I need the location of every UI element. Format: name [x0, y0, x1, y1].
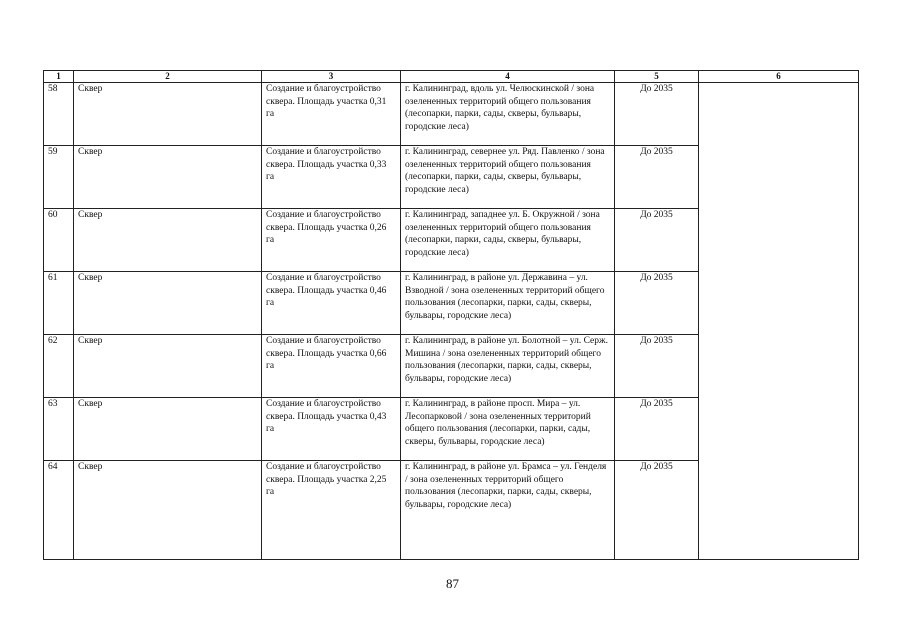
object-action: Создание и благоустройство сквера. Площадь участка 0,46 га	[262, 272, 401, 335]
object-type: Сквер	[74, 146, 262, 209]
object-location: г. Калининград, севернее ул. Ряд. Павленко / зона озелененных территорий общего пользования (лесопарки, парки, сады, скверы, бульвары, городские леса)	[401, 146, 615, 209]
object-action: Создание и благоустройство сквера. Площадь участка 0,43 га	[262, 398, 401, 461]
object-action: Создание и благоустройство сквера. Площадь участка 0,26 га	[262, 209, 401, 272]
header-row	[44, 71, 859, 83]
object-location: г. Калининград, в районе ул. Брамса – ул. Генделя / зона озелененных территорий общего пользования (лесопарки, парки, сады, скверы, бульвары, городские леса)	[401, 461, 615, 560]
object-term: До 2035	[615, 83, 699, 146]
object-location: г. Калининград, в районе ул. Державина – ул. Взводной / зона озелененных территорий общего пользования (лесопарки, парки, сады, скверы, бульвары, городские леса)	[401, 272, 615, 335]
column-6-cell	[699, 83, 859, 560]
col-header-3: 3	[262, 71, 401, 83]
object-term: До 2035	[615, 272, 699, 335]
row-number: 63	[44, 398, 74, 461]
object-action: Создание и благоустройство сквера. Площадь участка 0,66 га	[262, 335, 401, 398]
row-number: 58	[44, 83, 74, 146]
object-action: Создание и благоустройство сквера. Площадь участка 2,25 га	[262, 461, 401, 560]
table-row	[44, 83, 859, 146]
row-number: 64	[44, 461, 74, 560]
col-header-2: 2	[74, 71, 262, 83]
col-header-4: 4	[401, 71, 615, 83]
planning-table	[43, 70, 859, 560]
row-number: 61	[44, 272, 74, 335]
object-term: До 2035	[615, 209, 699, 272]
page-number: 87	[446, 576, 459, 591]
row-number: 60	[44, 209, 74, 272]
object-term: До 2035	[615, 146, 699, 209]
object-type: Сквер	[74, 83, 262, 146]
object-type: Сквер	[74, 272, 262, 335]
object-location: г. Калининград, вдоль ул. Челюскинской / зона озелененных территорий общего пользования (лесопарки, парки, сады, скверы, бульвары, городские леса)	[401, 83, 615, 146]
object-type: Сквер	[74, 398, 262, 461]
object-term: До 2035	[615, 335, 699, 398]
row-number: 59	[44, 146, 74, 209]
object-location: г. Калининград, западнее ул. Б. Окружной / зона озелененных территорий общего пользования (лесопарки, парки, сады, скверы, бульвары, городские леса)	[401, 209, 615, 272]
object-term: До 2035	[615, 461, 699, 560]
object-type: Сквер	[74, 209, 262, 272]
row-number: 62	[44, 335, 74, 398]
col-header-6: 6	[699, 71, 859, 83]
object-term: До 2035	[615, 398, 699, 461]
col-header-5: 5	[615, 71, 699, 83]
col-header-1: 1	[44, 71, 74, 83]
object-action: Создание и благоустройство сквера. Площадь участка 0,31 га	[262, 83, 401, 146]
object-type: Сквер	[74, 461, 262, 560]
object-type: Сквер	[74, 335, 262, 398]
object-location: г. Калининград, в районе ул. Болотной – ул. Серж. Мишина / зона озелененных территорий общего пользования (лесопарки, парки, сады, скверы, бульвары, городские леса)	[401, 335, 615, 398]
object-action: Создание и благоустройство сквера. Площадь участка 0,33 га	[262, 146, 401, 209]
object-location: г. Калининград, в районе просп. Мира – ул. Лесопарковой / зона озелененных территорий общего пользования (лесопарки, парки, сады, скверы, бульвары, городские леса)	[401, 398, 615, 461]
